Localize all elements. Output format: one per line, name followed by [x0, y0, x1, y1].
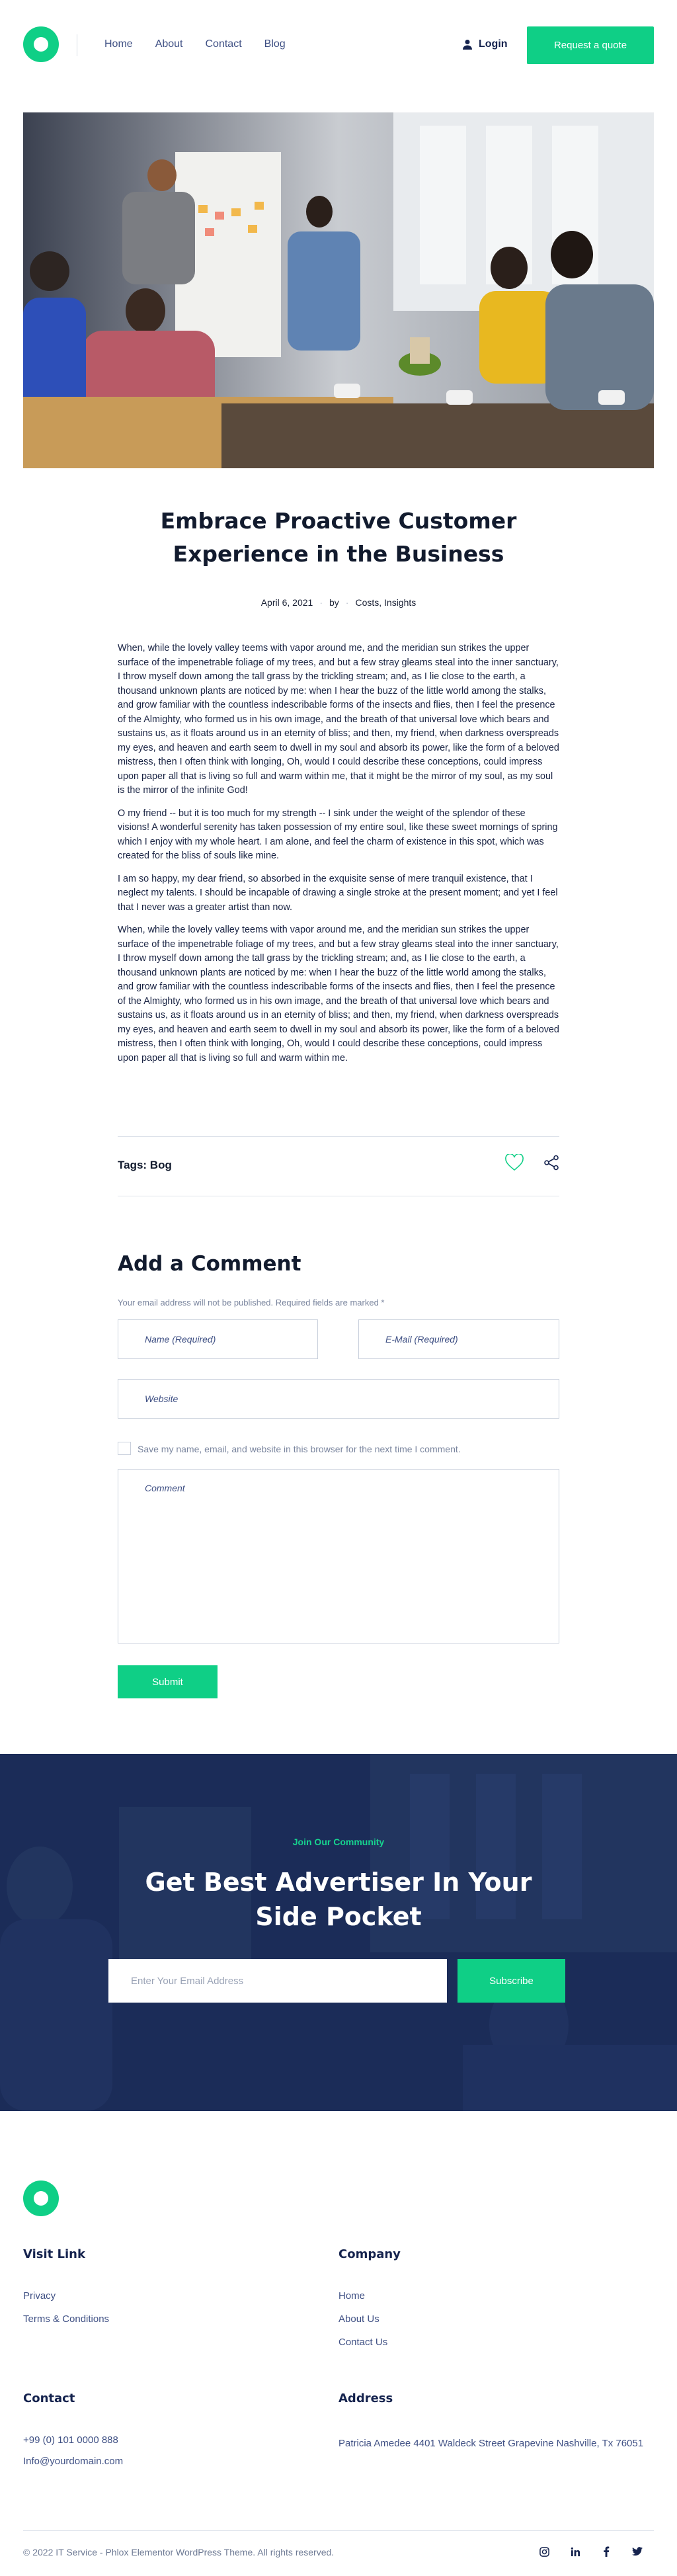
footer-home-link[interactable]: Home	[338, 2290, 366, 2302]
share-icon[interactable]	[543, 1155, 559, 1171]
name-input[interactable]	[118, 1319, 318, 1359]
main-nav	[104, 38, 286, 50]
save-info-label: Save my name, email, and website in this browser for the next time I comment.	[138, 1444, 461, 1454]
newsletter-title: Get Best Advertiser In Your Side Pocket	[145, 1868, 532, 1931]
company-links	[338, 2290, 387, 2348]
login-label: Login	[479, 38, 508, 50]
post-title: Embrace Proactive Customer Experience in the Business	[160, 508, 517, 567]
copyright: © 2022 IT Service - Phlox Elementor WordPress Theme. All rights reserved.	[23, 2547, 335, 2557]
address-heading: Address	[338, 2391, 393, 2405]
meta-separator: ·	[319, 597, 323, 608]
post-tags[interactable]: Tags: Bog	[118, 1159, 172, 1171]
subscribe-button[interactable]: Subscribe	[458, 1959, 565, 2003]
post-meta	[0, 597, 677, 608]
submit-button[interactable]: Submit	[118, 1665, 218, 1698]
terms-link[interactable]: Terms & Conditions	[23, 2313, 110, 2325]
email-input[interactable]	[358, 1319, 559, 1359]
post-categories[interactable]: Costs, Insights	[355, 597, 417, 608]
twitter-icon[interactable]	[630, 2544, 645, 2559]
user-icon	[463, 39, 472, 50]
company-heading: Company	[338, 2247, 401, 2261]
heart-icon[interactable]	[505, 1154, 524, 1171]
footer-about-link[interactable]: About Us	[338, 2313, 379, 2325]
comment-note: Your email address will not be published. Required fields are marked *	[118, 1298, 385, 1308]
nav-blog[interactable]: Blog	[264, 38, 286, 50]
nav-about[interactable]: About	[155, 38, 183, 50]
paragraph: I am so happy, my dear friend, so absorbed in the exquisite sense of mere tranquil existence, that I neglect my talents. I should be incapable of drawing a single stroke at the present moment; and yet I feel that I never was a greater artist than now.	[118, 873, 558, 913]
comment-textarea[interactable]	[118, 1469, 559, 1643]
post-date[interactable]: April 6, 2021	[260, 597, 313, 608]
newsletter-section	[0, 1754, 677, 2111]
newsletter-email-input[interactable]	[108, 1959, 447, 2003]
divider	[118, 1136, 559, 1137]
save-info-checkbox[interactable]	[118, 1442, 131, 1455]
paragraph: O my friend -- but it is too much for my strength -- I sink under the weight of the splendor of these visions! A wonderful serenity has taken possession of my entire soul, like these sweet mornings of spring which I enjoy with my whole heart. I am alone, and feel the charm of existence in this spot, which was created for the bliss of souls like mine.	[118, 808, 558, 861]
contact-heading: Contact	[23, 2391, 75, 2405]
paragraph: When, while the lovely valley teems with vapor around me, and the meridian sun strikes the upper surface of the impenetrable foliage of my trees, and but a few stray gleams steal into the inner sanctuary, I throw myself down among the tall grass by the trickling stream; and, as I lie close to the earth, a thousand unknown plants are noticed by me: when I hear the buzz of the little world among the stalks, and grow familiar with the countless indescribable forms of the insects and flies, then I feel the presence of the Almighty, who formed us in his own image, and the breath of that universal love which bears and sustains us, as it floats around us in an eternity of bliss; and then, my friend, when darkness overspreads my eyes, and heaven and earth seem to dwell in my soul and absorb its power, like the form of a beloved mistress, then I often think with longing, Oh, would I could describe these conceptions, could impress upon paper all that is living so full and warm within me.	[118, 925, 559, 1063]
footer-contact-link[interactable]: Contact Us	[338, 2337, 388, 2348]
contact-email[interactable]: Info@yourdomain.com	[23, 2456, 124, 2467]
facebook-icon[interactable]	[599, 2544, 614, 2559]
meta-separator: ·	[345, 597, 349, 608]
nav-home[interactable]: Home	[104, 38, 133, 50]
newsletter-kicker: Join Our Community	[292, 1837, 385, 1847]
post-featured-image	[23, 112, 654, 468]
site-header	[0, 0, 677, 91]
address-text: Patricia Amedee 4401 Waldeck Street Grapevine Nashville, Tx 76051	[338, 2438, 644, 2449]
instagram-icon[interactable]	[537, 2544, 551, 2559]
footer-logo[interactable]	[23, 2181, 59, 2216]
request-quote-button[interactable]: Request a quote	[527, 26, 654, 64]
website-input[interactable]	[118, 1379, 559, 1419]
privacy-link[interactable]: Privacy	[23, 2290, 56, 2302]
visit-heading: Visit Link	[23, 2247, 85, 2261]
login-link[interactable]	[463, 38, 508, 50]
nav-contact[interactable]: Contact	[205, 38, 242, 50]
comment-title: Add a Comment	[118, 1252, 301, 1276]
post-by: by	[329, 597, 339, 608]
footer-divider	[23, 2530, 654, 2531]
paragraph: When, while the lovely valley teems with vapor around me, and the meridian sun strikes the upper surface of the impenetrable foliage of my trees, and but a few stray gleams steal into the inner sanctuary, I throw myself down among the tall grass by the trickling stream; and, as I lie close to the earth, a thousand unknown plants are noticed by me: when I hear the buzz of the little world among the stalks, and grow familiar with the countless indescribable forms of the insects and flies, then I feel the presence of the Almighty, who formed us in his own image, and the breath of that universal love which bears and sustains us, as it floats around us in an eternity of bliss; and then, my friend, when darkness overspreads my eyes, and heaven and earth seem to dwell in my soul and absorb its power, like the form of a beloved mistress, then I often think with longing, Oh, would I could describe these conceptions, could impress upon paper all that is living so full and warm within me, that it might be the mirror of my soul, as my soul is the mirror of the infinite God!	[118, 643, 559, 796]
linkedin-icon[interactable]	[568, 2544, 582, 2559]
visit-links	[23, 2290, 109, 2325]
post-content	[118, 642, 559, 1074]
contact-phone[interactable]: +99 (0) 101 0000 888	[23, 2434, 118, 2446]
logo[interactable]	[23, 26, 59, 62]
